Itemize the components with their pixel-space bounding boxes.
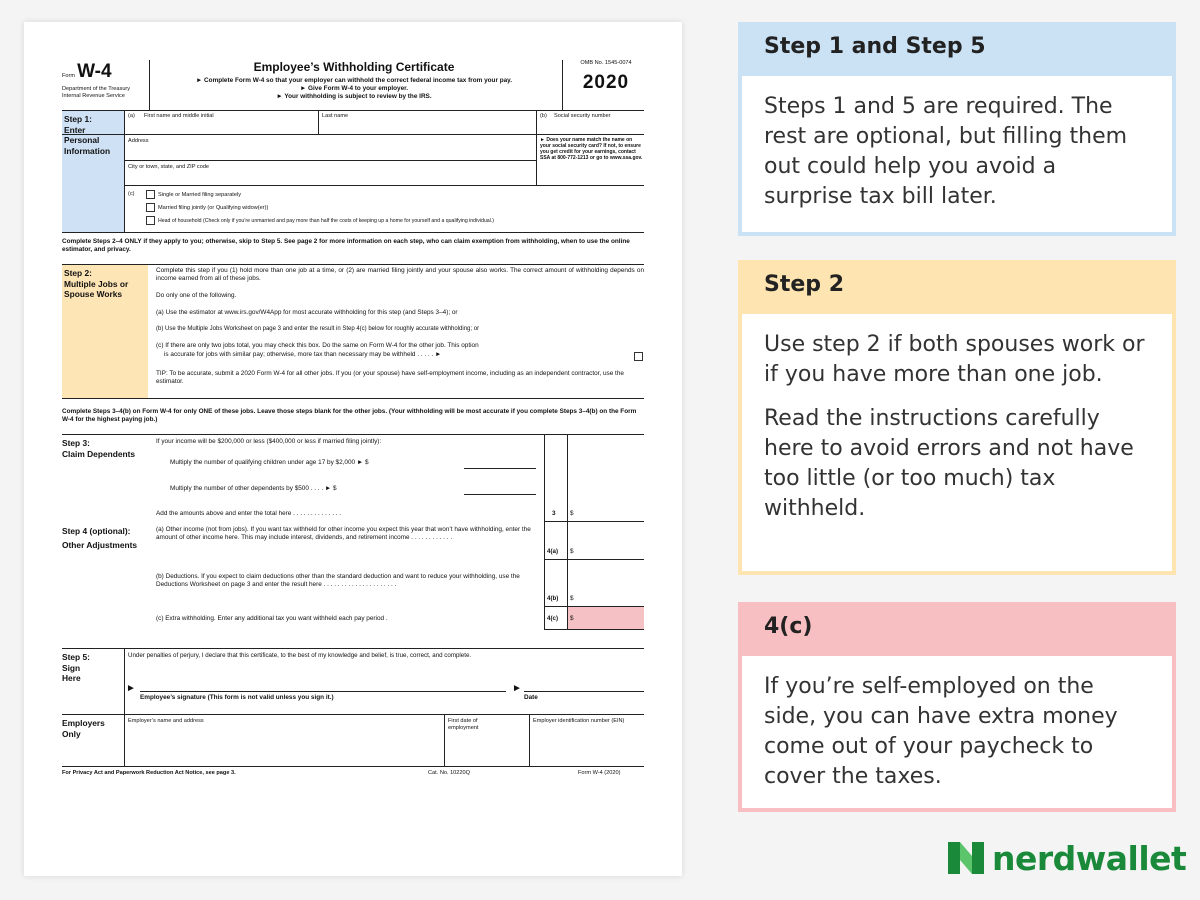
step1-b-marker: (b) [540, 113, 547, 119]
notice-1-text: Complete Steps 2–4 ONLY if they apply to you; otherwise, skip to Step 5. See page 2 for more information on each step, who can claim exemption from withholding, when to use the online estimator, and privacy. [62, 238, 630, 253]
signature-label: Employee’s signature (This form is not valid unless you sign it.) [140, 694, 334, 701]
step2-label: Step 2: [64, 268, 92, 278]
catalog-number: Cat. No. 10220Q [428, 770, 470, 776]
form-title-block [152, 60, 556, 101]
filing-single-label: Single or Married filing separately [158, 191, 242, 198]
filing-single[interactable] [146, 190, 241, 199]
card-step1-step5 [738, 22, 1176, 236]
dependents-amount-field[interactable] [464, 494, 536, 495]
filing-joint[interactable] [146, 203, 268, 212]
line-4c-number: 4(c) [547, 615, 559, 622]
filing-hoh-label: Head of household (Check only if you’re unmarried and pay more than half the costs of keeping up a home for yourself and a qualifying individual.) [158, 217, 494, 224]
step3-label: Step 3: [62, 438, 90, 448]
card-step2-title: Step 2 [738, 260, 1176, 314]
filing-hoh[interactable] [146, 216, 646, 225]
step2-option-c-line1: (c) If there are only two jobs total, you may check this box. Do the same on Form W-4 for the other job. This option [156, 342, 479, 349]
ssn-field[interactable]: Social security number [554, 113, 611, 119]
card-step1-title: Step 1 and Step 5 [738, 22, 1176, 76]
nerdwallet-n-icon [946, 838, 986, 878]
step2-intro: Complete this step if you (1) hold more than one job at a time, or (2) are married filing jointly and your spouse also works. The correct amount of withholding depends on income earned from all of these jobs. [156, 267, 644, 282]
form-id: W-4 [77, 61, 112, 82]
checkbox-hoh[interactable] [146, 216, 155, 225]
card-step2-body [738, 314, 1176, 575]
perjury-statement: Under penalties of perjury, I declare that this certificate, to the best of my knowledge and belief, is true, correct, and complete. [128, 652, 472, 659]
last-name-field[interactable]: Last name [322, 113, 349, 119]
ein-field[interactable]: Employer identification number (EIN) [533, 718, 625, 724]
signature-field[interactable] [140, 691, 506, 692]
step1-label-cell [62, 111, 124, 232]
children-amount-field[interactable] [464, 468, 536, 469]
employer-name-field[interactable]: Employer’s name and address [128, 718, 204, 724]
form-id-block [62, 60, 148, 100]
form-label: Form [62, 73, 76, 79]
form-year: 2020 [582, 71, 630, 93]
children-line: Multiply the number of qualifying children under age 17 by $2,000 ► $ [170, 459, 369, 466]
first-name-field[interactable]: First name and middle initial [144, 113, 214, 119]
form-instruction-3: ► Your withholding is subject to review by the IRS. [276, 93, 432, 100]
omb-number: OMB No. 1545-0074 [580, 60, 632, 66]
card-step1-text: Steps 1 and 5 are required. The rest are optional, but filling them out could help you avoid a surprise tax bill later. [764, 94, 1128, 209]
notice-2 [62, 398, 644, 434]
step4-label: Step 4 (optional): [62, 526, 131, 536]
step5-label-cell [62, 652, 122, 684]
form-footer-id: Form W-4 (2020) [578, 770, 621, 776]
filing-joint-label: Married filing jointly (or Qualifying widow(er)) [158, 204, 269, 211]
form-instruction-1: ► Complete Form W-4 so that your employer can withhold the correct federal income tax from your pay. [195, 77, 513, 84]
notice-1 [62, 232, 644, 264]
card-step2-text-2: Read the instructions carefully here to avoid errors and not have too little (or too much) tax withheld. [764, 406, 1134, 521]
card-step2-text-1: Use step 2 if both spouses work or if you have more than one job. [764, 332, 1145, 387]
card-4c [738, 602, 1176, 812]
card-step1-body [738, 76, 1176, 236]
step1-c-marker: (c) [128, 191, 135, 197]
step5-section [62, 648, 644, 714]
brand-name: nerdwallet [992, 838, 1187, 878]
line-3-number: 3 [552, 510, 556, 517]
card-4c-title: 4(c) [738, 602, 1176, 656]
card-step2 [738, 260, 1176, 575]
step5-label: Step 5: [62, 652, 90, 662]
omb-block [568, 60, 644, 95]
step4-b-text: (b) Deductions. If you expect to claim deductions other than the standard deduction and want to reduce your withholding, use the Deductions Worksheet on page 3 and enter the result here . . . . . . . . . . . . . . . . . . . . . [156, 573, 520, 588]
signature-arrow-icon: ► [126, 683, 136, 694]
line-4a-number: 4(a) [547, 548, 559, 555]
checkbox-single[interactable] [146, 190, 155, 199]
step2-tip: TIP: To be accurate, submit a 2020 Form W-4 for all other jobs. If you (or your spouse) have self-employment income, including as an independent contractor, use the estimator. [156, 370, 624, 385]
employers-section [62, 714, 644, 766]
step3-intro: If your income will be $200,000 or less ($400,000 or less if married filing jointly): [156, 438, 382, 445]
w4-form-page [24, 22, 682, 876]
step1-label: Step 1: [64, 114, 92, 124]
step2-c-checkbox[interactable] [634, 351, 646, 361]
form-footer [62, 768, 644, 782]
address-field[interactable]: Address [128, 138, 149, 144]
step2-option-a: (a) Use the estimator at www.irs.gov/W4App for most accurate withholding for this step (and Steps 3–4); or [156, 309, 458, 316]
step5-title: Sign Here [62, 662, 81, 683]
step4-section [62, 522, 644, 634]
notice-2-text: Complete Steps 3–4(b) on Form W-4 for only ONE of these jobs. Leave those steps blank for the other jobs. (Your withholding will be most accurate if you complete Steps 3–4(b) on the Form W-4 for the highest paying job.) [62, 408, 637, 423]
step4-title: Other Adjustments [62, 539, 138, 550]
step4-c-text: (c) Extra withholding. Enter any additional tax you want withheld each pay period . [156, 615, 388, 622]
dependents-line: Multiply the number of other dependents by $500 . . . . ► $ [170, 485, 337, 492]
date-field[interactable] [524, 691, 644, 692]
line-3-amount[interactable]: $ [570, 510, 574, 517]
step3-total-line: Add the amounts above and enter the total here . . . . . . . . . . . . . . [156, 510, 342, 517]
step4-a-text: (a) Other income (not from jobs). If you want tax withheld for other income you expect this year that won’t have withholding, enter the amount of other income here. This may include interest, dividends, and retirement income . . . . . . . . . . . . [156, 526, 531, 541]
card-4c-text: If you’re self-employed on the side, you can have extra money come out of your paycheck to cover the taxes. [764, 674, 1118, 789]
ssn-note: ► Does your name match the name on your social security card? If not, to ensure you get credit for your earnings, contact SSA at 800-772-1213 or go to www.ssa.gov. [540, 137, 643, 161]
department: Department of the Treasury Internal Revenue Service [62, 85, 131, 99]
step4-label-cell [62, 526, 148, 550]
nerdwallet-logo [946, 838, 1186, 878]
checkbox-joint[interactable] [146, 203, 155, 212]
step2-option-b: (b) Use the Multiple Jobs Worksheet on page 3 and enter the result in Step 4(c) below for roughly accurate withholding; or [156, 326, 480, 332]
date-arrow-icon: ► [512, 683, 522, 694]
step3-title: Claim Dependents [62, 448, 136, 459]
line-4b-number: 4(b) [547, 595, 559, 602]
form-header [62, 60, 644, 110]
employers-label: Employers Only [62, 718, 105, 739]
form-title: Employee’s Withholding Certificate [253, 60, 455, 74]
step2-instruction: Do only one of the following. [156, 292, 237, 299]
step2-title: Multiple Jobs or Spouse Works [64, 278, 129, 299]
step3-label-cell [62, 438, 148, 459]
step2-label-cell [62, 265, 148, 398]
step2-section [62, 264, 644, 398]
step3-section [62, 434, 644, 522]
w4-form [62, 60, 644, 782]
step1-section [62, 110, 644, 232]
step2-option-c-line2: is accurate for jobs with similar pay; otherwise, more tax than necessary may be withheld . . . . . ► [164, 351, 442, 358]
form-instruction-2: ► Give Form W-4 to your employer. [299, 85, 409, 92]
step1-title: Enter Personal Information [64, 124, 111, 156]
line-4b-amount[interactable]: $ [570, 595, 574, 602]
city-field[interactable]: City or town, state, and ZIP code [128, 164, 210, 170]
date-label: Date [524, 694, 538, 701]
line-4a-amount[interactable]: $ [570, 548, 574, 555]
step1-a-marker: (a) [128, 113, 135, 119]
first-date-field[interactable]: First date of employment [448, 718, 479, 731]
card-4c-body [738, 656, 1176, 812]
privacy-notice: For Privacy Act and Paperwork Reduction Act Notice, see page 3. [62, 770, 236, 776]
line-4c-amount[interactable]: $ [570, 615, 574, 622]
